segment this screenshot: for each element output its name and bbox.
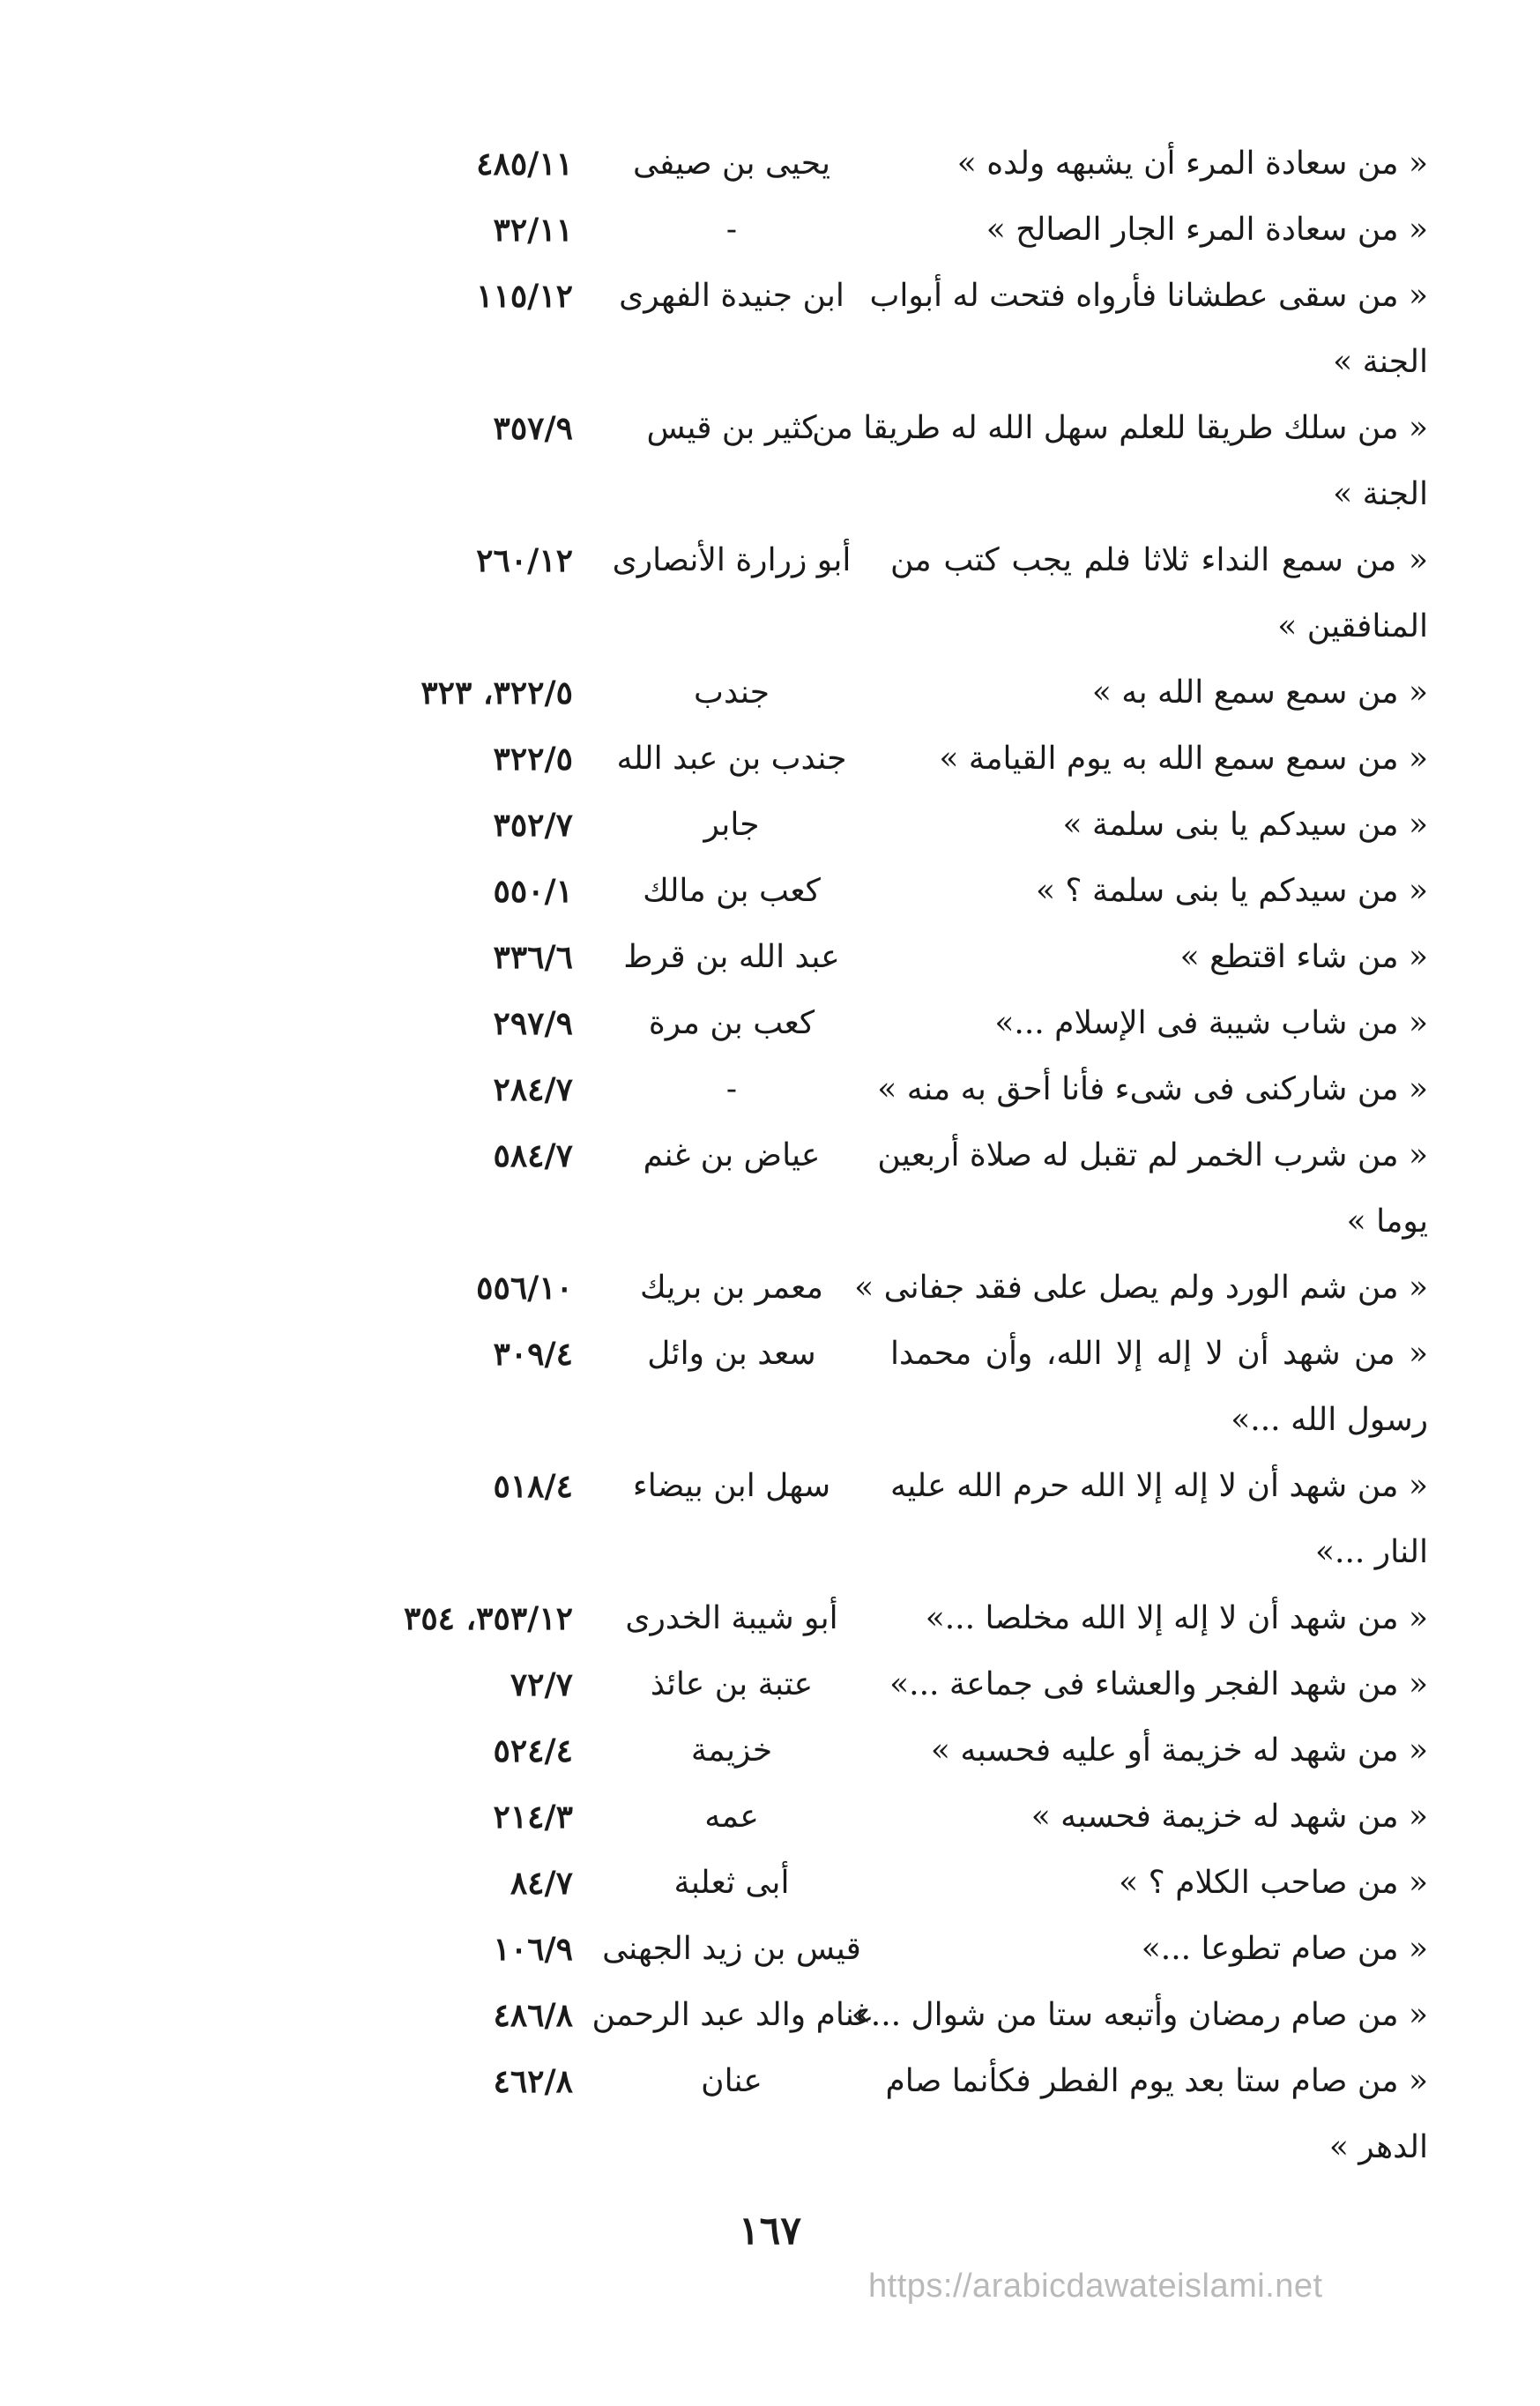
- index-entry: [317, 990, 1428, 1056]
- narrator-name: عبد الله بن قرط: [623, 939, 840, 975]
- index-entry: [317, 1122, 1428, 1255]
- index-row: [317, 1122, 1428, 1188]
- hadith-text: « من سلك طريقا للعلم سهل الله له طريقا من: [812, 410, 1428, 446]
- index-row: [317, 858, 1428, 924]
- index-entry: [317, 1784, 1428, 1850]
- volume-page-reference: ٧٢/٧: [510, 1665, 573, 1703]
- narrator-name: خزيمة: [690, 1732, 773, 1769]
- hadith-text: « من سعادة المرء الجار الصالح »: [986, 212, 1428, 248]
- narrator-name: عياض بن غنم: [643, 1137, 821, 1173]
- index-entry: [317, 527, 1428, 659]
- narrator-name: معمر بن بريك: [640, 1270, 823, 1306]
- volume-page-reference: ٣٢٢/٥، ٣٢٣: [420, 674, 573, 711]
- hadith-text-continuation: يوما »: [1346, 1203, 1428, 1240]
- hadith-text-continuation-line: [317, 329, 1428, 395]
- volume-page-reference: ٣٢/١١: [493, 211, 573, 249]
- index-row: [317, 1453, 1428, 1519]
- index-row: [317, 1982, 1428, 2048]
- narrator-name: عمه: [704, 1799, 759, 1835]
- hadith-text: « من شم الورد ولم يصل على فقد جفانى »: [854, 1270, 1428, 1306]
- index-entry: [317, 792, 1428, 858]
- volume-page-reference: ٥٨٤/٧: [493, 1136, 573, 1174]
- index-row: [317, 1850, 1428, 1916]
- hadith-text: « من صام تطوعا ...»: [1141, 1931, 1428, 1967]
- index-entry: [317, 726, 1428, 792]
- volume-page-reference: ٢٩٧/٩: [493, 1004, 573, 1042]
- volume-page-reference: ١١٥/١٢: [476, 277, 573, 315]
- index-entry: [317, 924, 1428, 990]
- hadith-index-table: [317, 130, 1428, 2180]
- hadith-text-continuation: الدهر »: [1328, 2129, 1428, 2165]
- volume-page-reference: ٣٢٢/٥: [493, 740, 573, 778]
- index-entry: [317, 1651, 1428, 1717]
- volume-page-reference: ٤٦٢/٨: [493, 2062, 573, 2100]
- hadith-text: « من شهد الفجر والعشاء فى جماعة ...»: [889, 1666, 1428, 1702]
- narrator-name: أبو زرارة الأنصارى: [612, 542, 852, 578]
- watermark-url: https://arabicdawateislami.net: [868, 2268, 1323, 2305]
- index-entry: [317, 1982, 1428, 2048]
- hadith-text: « من صاحب الكلام ؟ »: [1119, 1865, 1428, 1901]
- hadith-text: « من شاب شيبة فى الإسلام ...»: [994, 1005, 1428, 1041]
- hadith-text: « من شرب الخمر لم تقبل له صلاة أربعين: [877, 1137, 1428, 1173]
- index-entry: [317, 395, 1428, 527]
- index-row: [317, 659, 1428, 726]
- narrator-name: جندب بن عبد الله: [616, 741, 847, 777]
- index-entry: [317, 1453, 1428, 1585]
- index-entry: [317, 1916, 1428, 1982]
- index-entry: [317, 197, 1428, 263]
- hadith-text-continuation-line: [317, 1387, 1428, 1453]
- hadith-text: « من سمع سمع الله به يوم القيامة »: [939, 741, 1428, 777]
- narrator-name: كعب بن مالك: [643, 873, 821, 909]
- index-entry: [317, 1321, 1428, 1453]
- hadith-text: « من سعادة المرء أن يشبهه ولده »: [956, 145, 1428, 182]
- hadith-text-continuation-line: [317, 593, 1428, 659]
- narrator-name: سهل ابن بيضاء: [632, 1468, 831, 1504]
- index-row: [317, 1056, 1428, 1122]
- volume-page-reference: ٤٨٥/١١: [476, 145, 573, 182]
- narrator-name: ابن جنيدة الفهرى: [619, 278, 844, 314]
- index-row: [317, 2048, 1428, 2114]
- index-entry: [317, 858, 1428, 924]
- volume-page-reference: ١٠٦/٩: [493, 1930, 573, 1968]
- volume-page-reference: ٣٥٢/٧: [493, 806, 573, 844]
- index-row: [317, 395, 1428, 461]
- hadith-text: « من سيدكم يا بنى سلمة ؟ »: [1035, 873, 1428, 909]
- narrator-name: يحيى بن صيفى: [632, 145, 831, 182]
- narrator-name: أبى ثعلبة: [673, 1865, 790, 1901]
- narrator-name: سعد بن وائل: [647, 1336, 816, 1372]
- narrator-name: -: [725, 212, 738, 248]
- narrator-name: عتبة بن عائذ: [650, 1666, 814, 1702]
- hadith-text-continuation: المنافقين »: [1277, 608, 1428, 644]
- narrator-name: جابر: [703, 807, 760, 843]
- narrator-name: -: [725, 1071, 738, 1107]
- volume-page-reference: ٣٥٧/٩: [493, 409, 573, 447]
- hadith-text: « من شهد له خزيمة أو عليه فحسبه »: [930, 1732, 1428, 1769]
- index-row: [317, 990, 1428, 1056]
- volume-page-reference: ٥١٨/٤: [493, 1467, 573, 1505]
- hadith-text-continuation-line: [317, 2114, 1428, 2180]
- volume-page-reference: ٣٠٩/٤: [493, 1335, 573, 1373]
- index-entry: [317, 1717, 1428, 1784]
- index-entry: [317, 130, 1428, 197]
- index-row: [317, 1916, 1428, 1982]
- volume-page-reference: ٥٥٠/١: [493, 872, 573, 910]
- volume-page-reference: ٤٨٦/٨: [493, 1996, 573, 2034]
- hadith-text: « من شاء اقتطع »: [1179, 939, 1428, 975]
- narrator-name: أبو شيبة الخدرى: [625, 1600, 838, 1636]
- volume-page-reference: ٣٥٣/١٢، ٣٥٤: [404, 1599, 573, 1637]
- narrator-name: عنان: [701, 2063, 763, 2099]
- hadith-text-continuation: رسول الله ...»: [1231, 1402, 1428, 1438]
- volume-page-reference: ٨٤/٧: [510, 1864, 573, 1902]
- index-row: [317, 1784, 1428, 1850]
- index-row: [317, 263, 1428, 329]
- index-entry: [317, 1255, 1428, 1321]
- hadith-text: « من سمع سمع الله به »: [1091, 674, 1428, 711]
- page-number: ١٦٧: [739, 2209, 801, 2253]
- volume-page-reference: ٢٦٠/١٢: [476, 541, 573, 579]
- hadith-text-continuation: الجنة »: [1333, 476, 1428, 512]
- hadith-text: « من صام ستا بعد يوم الفطر فكأنما صام: [885, 2063, 1428, 2099]
- index-entry: [317, 1056, 1428, 1122]
- hadith-text-continuation-line: [317, 1519, 1428, 1585]
- index-entry: [317, 1850, 1428, 1916]
- index-row: [317, 1321, 1428, 1387]
- hadith-text: « من سيدكم يا بنى سلمة »: [1062, 807, 1428, 843]
- hadith-text: « من صام رمضان وأتبعه ستا من شوال ...»: [851, 1997, 1428, 2033]
- hadith-text-continuation-line: [317, 1188, 1428, 1255]
- volume-page-reference: ٥٥٦/١٠: [476, 1269, 573, 1307]
- narrator-name: قيس بن زيد الجهنى: [602, 1931, 861, 1967]
- narrator-name: كعب بن مرة: [648, 1005, 815, 1041]
- index-row: [317, 527, 1428, 593]
- hadith-text: « من شهد أن لا إله إلا الله، وأن محمدا: [890, 1336, 1428, 1372]
- index-entry: [317, 1585, 1428, 1651]
- index-entry: [317, 263, 1428, 395]
- hadith-text: « من شهد أن لا إله إلا الله مخلصا ...»: [925, 1600, 1428, 1636]
- index-row: [317, 130, 1428, 197]
- narrator-name: كثير بن قيس: [646, 410, 817, 446]
- index-row: [317, 1651, 1428, 1717]
- hadith-text: « من سمع النداء ثلاثا فلم يجب كتب من: [890, 542, 1428, 578]
- hadith-text: « من شهد أن لا إله إلا الله حرم الله عليه: [890, 1468, 1428, 1504]
- index-row: [317, 726, 1428, 792]
- hadith-text: « من شاركنى فى شىء فأنا أحق به منه »: [877, 1071, 1428, 1107]
- hadith-text-continuation: النار ...»: [1315, 1534, 1428, 1570]
- index-row: [317, 1255, 1428, 1321]
- index-row: [317, 792, 1428, 858]
- index-row: [317, 197, 1428, 263]
- index-entry: [317, 2048, 1428, 2180]
- narrator-name: جندب: [694, 674, 770, 711]
- narrator-name: غنام والد عبد الرحمن: [591, 1997, 872, 2033]
- volume-page-reference: ٢١٤/٣: [493, 1798, 573, 1836]
- hadith-text-continuation-line: [317, 461, 1428, 527]
- index-row: [317, 1585, 1428, 1651]
- index-entry: [317, 659, 1428, 726]
- index-row: [317, 1717, 1428, 1784]
- hadith-text: « من شهد له خزيمة فحسبه »: [1030, 1799, 1428, 1835]
- index-row: [317, 924, 1428, 990]
- volume-page-reference: ٢٨٤/٧: [493, 1070, 573, 1108]
- hadith-text: « من سقى عطشانا فأرواه فتحت له أبواب: [869, 278, 1428, 314]
- hadith-text-continuation: الجنة »: [1333, 344, 1428, 380]
- volume-page-reference: ٥٢٤/٤: [493, 1732, 573, 1769]
- volume-page-reference: ٣٣٦/٦: [493, 938, 573, 976]
